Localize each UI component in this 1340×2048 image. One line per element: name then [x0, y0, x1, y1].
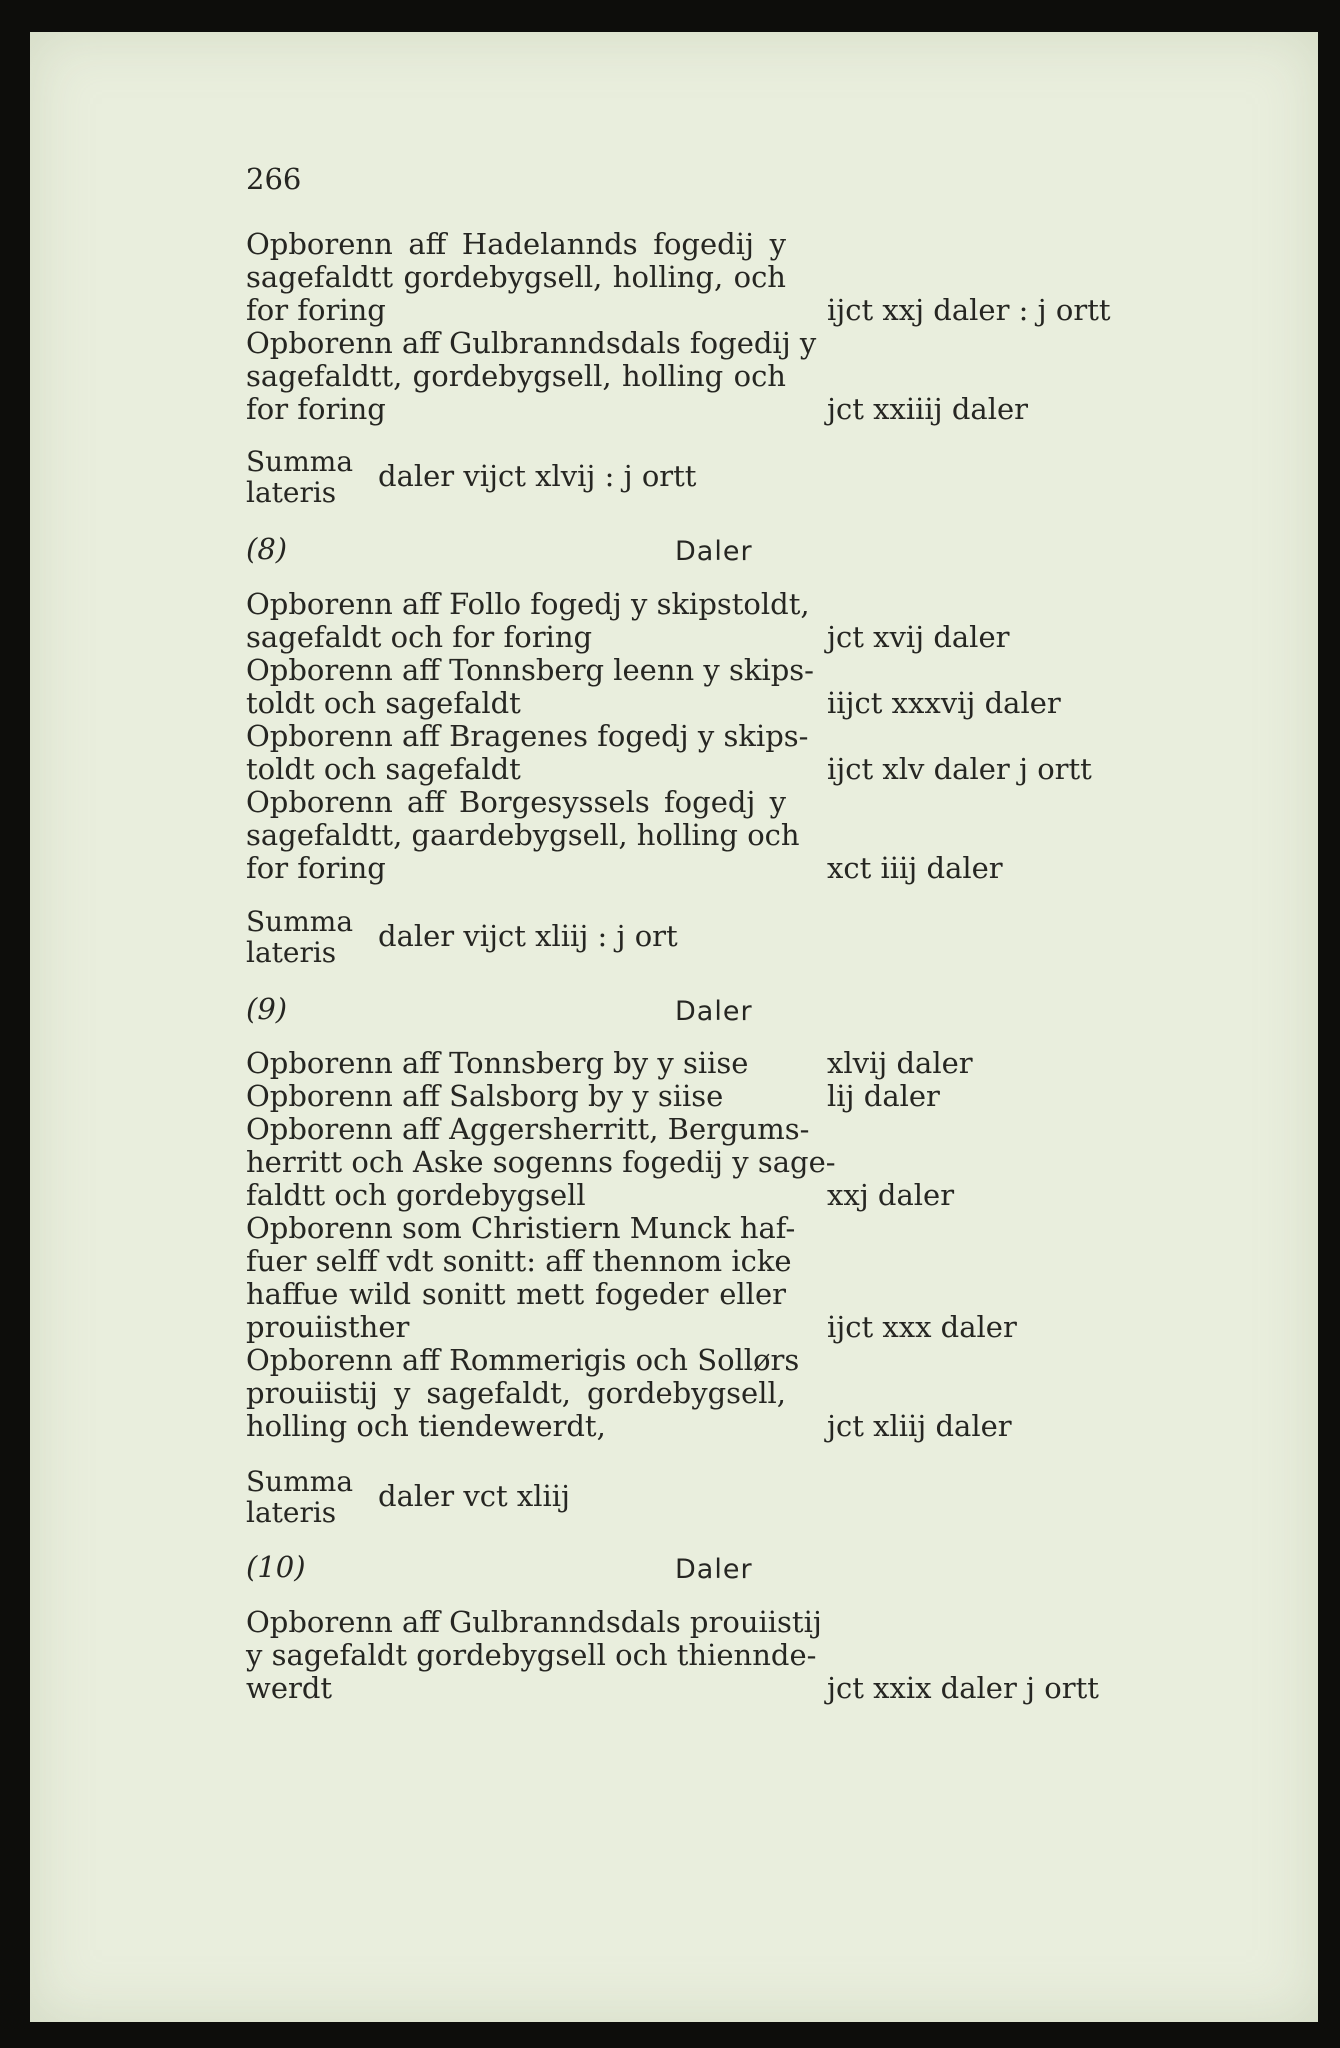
lateris-label: lateris: [246, 1496, 337, 1529]
entry-line: for foring: [246, 392, 386, 426]
entry-line: Opborenn aff Salsborg by y siise: [246, 1079, 724, 1113]
entry-line: for foring: [246, 851, 386, 885]
entry-line: prouiisther: [246, 1310, 410, 1344]
entry-line: herritt och Aske sogenns fogedij y sage-: [246, 1145, 836, 1179]
section-number: (10): [246, 1550, 306, 1584]
entry-amount: jct xxiiij daler: [827, 392, 1029, 426]
entry-line: Opborenn aff Gulbranndsdals fogedij y: [246, 326, 817, 360]
entry-line: Opborenn aff Follo fogedj y skipstoldt,: [246, 587, 810, 621]
entry-line: for foring: [246, 293, 386, 327]
entry-amount: ijct xxj daler : j ortt: [827, 293, 1111, 327]
summa-value: daler vijct xliij : j ort: [378, 919, 678, 953]
entry-line: Opborenn aff Tonnsberg by y siise: [246, 1046, 749, 1080]
entry-amount: ijct xxx daler: [827, 1310, 1017, 1344]
summa-label: Summa: [246, 905, 354, 938]
entry-amount: xlvij daler: [827, 1046, 973, 1080]
entry-amount: ijct xlv daler j ortt: [827, 752, 1092, 786]
entry-amount: xxj daler: [827, 1178, 955, 1212]
entry-line: sagefaldtt, gordebygsell, holling och: [246, 359, 786, 393]
section-number: (8): [246, 532, 288, 566]
entry-line: Opborenn aff Gulbranndsdals prouiistij: [246, 1605, 822, 1639]
lateris-label: lateris: [246, 936, 337, 969]
entry-line: haffue wild sonitt mett fogeder eller: [246, 1277, 786, 1311]
column-heading: Daler: [675, 1554, 753, 1585]
entry-line: Opborenn aff Tonnsberg leenn y skips-: [246, 653, 814, 687]
lateris-label: lateris: [246, 476, 337, 509]
entry-line: sagefaldtt, gaardebygsell, holling och: [246, 818, 800, 852]
entry-line: werdt: [246, 1671, 333, 1705]
entry-line: sagefaldtt gordebygsell, holling, och: [246, 260, 786, 294]
entry-line: toldt och sagefaldt: [246, 686, 521, 720]
entry-amount: jct xvij daler: [827, 620, 1010, 654]
page-number: 266: [246, 162, 302, 196]
entry-line: fuer selff vdt sonitt: aff thennom icke: [246, 1244, 792, 1278]
entry-line: holling och tiendewerdt,: [246, 1409, 606, 1443]
section-number: (9): [246, 992, 288, 1026]
entry-amount: jct xliij daler: [827, 1409, 1012, 1443]
entry-line: sagefaldt och for foring: [246, 620, 593, 654]
entry-line: toldt och sagefaldt: [246, 752, 521, 786]
entry-line: Opborenn aff Borgesyssels fogedj y: [246, 785, 786, 819]
summa-value: daler vct xliij: [378, 1479, 571, 1513]
summa-label: Summa: [246, 1465, 354, 1498]
entry-line: Opborenn aff Rommerigis och Sollørs: [246, 1343, 800, 1377]
summa-label: Summa: [246, 445, 354, 478]
scanned-page: [30, 32, 1318, 2022]
entry-line: Opborenn aff Bragenes fogedj y skips-: [246, 719, 809, 753]
entry-amount: iijct xxxvij daler: [827, 686, 1061, 720]
entry-amount: jct xxix daler j ortt: [827, 1671, 1099, 1705]
entry-line: Opborenn aff Hadelannds fogedij y: [246, 227, 786, 261]
column-heading: Daler: [675, 996, 753, 1027]
summa-value: daler vijct xlvij : j ortt: [378, 459, 697, 493]
entry-line: y sagefaldt gordebygsell och thiennde-: [246, 1638, 817, 1672]
entry-line: Opborenn som Christiern Munck haf-: [246, 1211, 796, 1245]
entry-amount: xct iiij daler: [827, 851, 1003, 885]
entry-line: Opborenn aff Aggersherritt, Bergums-: [246, 1112, 810, 1146]
entry-line: faldtt och gordebygsell: [246, 1178, 586, 1212]
entry-amount: lij daler: [827, 1079, 940, 1113]
entry-line: prouiistij y sagefaldt, gordebygsell,: [246, 1376, 786, 1410]
column-heading: Daler: [675, 536, 753, 567]
